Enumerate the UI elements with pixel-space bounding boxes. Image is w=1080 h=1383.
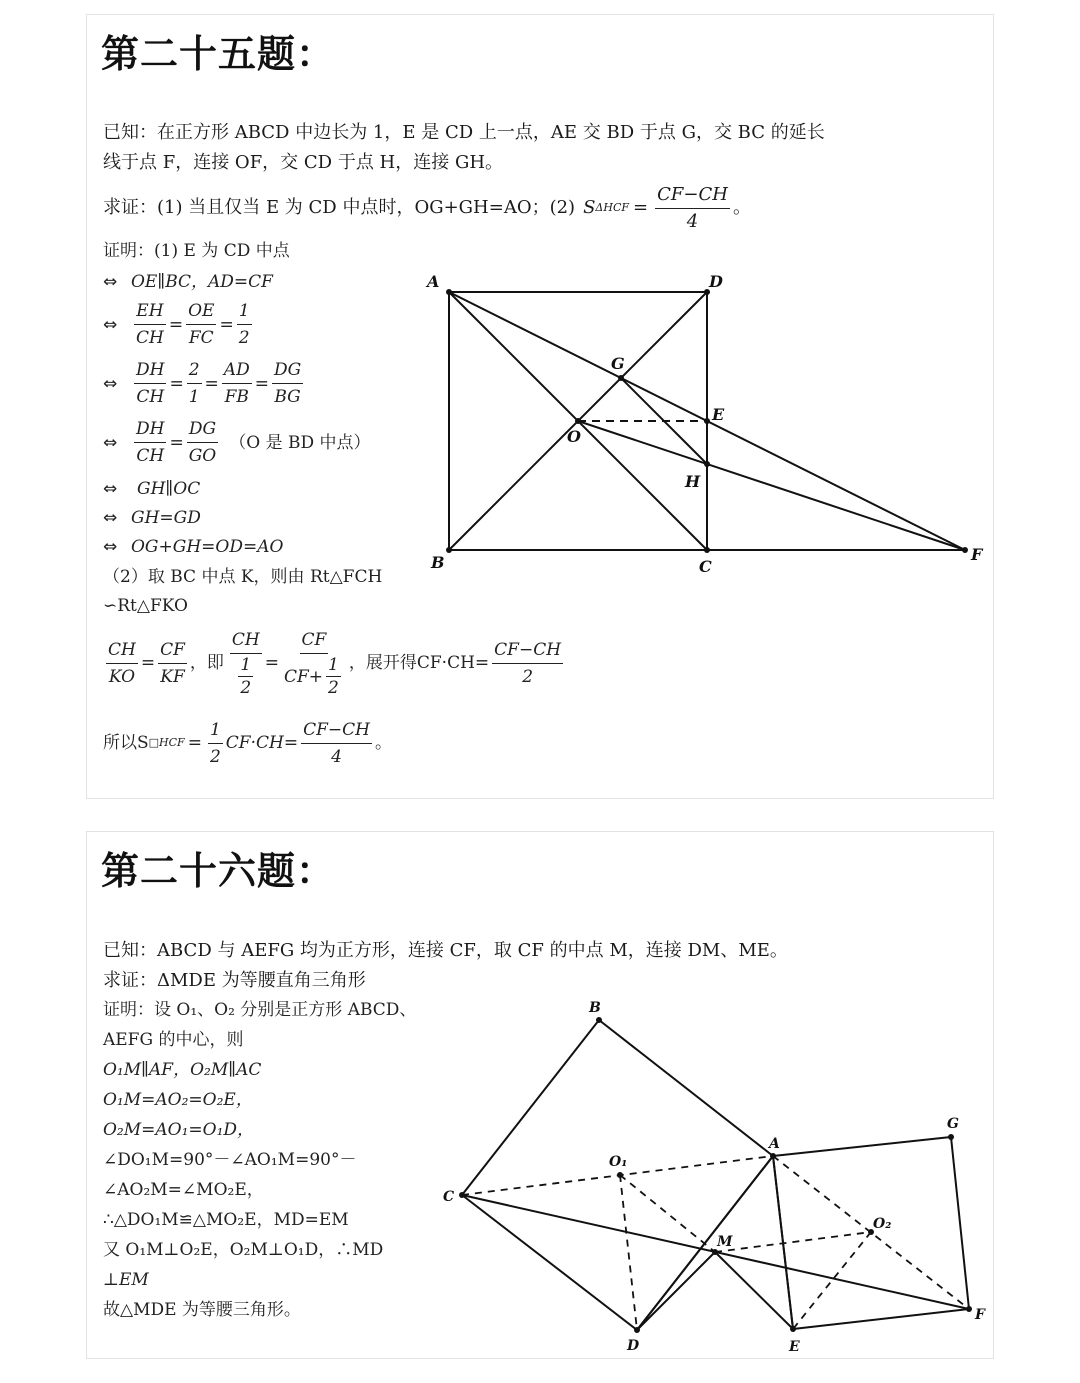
p26-proof-line: 故△MDE 为等腰三角形。 — [103, 1300, 301, 1320]
frac-den: CH — [136, 328, 164, 348]
p25-part2-line1: （2）取 BC 中点 K，则由 Rt△FCH — [103, 567, 383, 587]
frac-num: 1 — [237, 298, 252, 325]
frac-num: CH — [230, 627, 262, 654]
frac-den: FC — [188, 328, 214, 348]
label-F: F — [971, 545, 983, 564]
frac-den: CH — [136, 446, 165, 466]
line-of — [578, 421, 965, 550]
frac-num: 1 — [328, 655, 339, 675]
frac-num: CH — [106, 637, 138, 664]
p26-proof-line: AEFG 的中心，则 — [103, 1030, 244, 1050]
frac-num: CF−CH — [301, 717, 372, 744]
dashed-o1d — [620, 1175, 637, 1330]
p25-prove-prefix: 求证：(1) 当且仅当 E 为 CD 中点时，OG+GH=AO；(2) — [103, 197, 576, 218]
frac-den: KF — [160, 666, 185, 687]
problem-26-card — [86, 831, 994, 1359]
p25-step4-note: （O 是 BD 中点） — [229, 432, 371, 453]
segment-dm — [637, 1252, 715, 1330]
frac-den: CH — [136, 387, 165, 407]
p25-conclusion-mid: CF·CH= — [225, 733, 299, 753]
frac-num: DH — [134, 357, 166, 384]
label-C: C — [699, 557, 712, 576]
frac-den: FB — [224, 387, 249, 407]
p26-proof-line: O₂M=AO₁=O₁D， — [103, 1120, 255, 1140]
frac-num: DG — [272, 357, 303, 384]
label-D: D — [627, 1338, 640, 1354]
p25-geometry-figure — [87, 15, 993, 798]
p25-step7-text: OG+GH=OD=AO — [131, 537, 284, 557]
frac-num: CF — [300, 627, 329, 654]
dashed-o2e — [793, 1232, 871, 1329]
frac-num: CF−CH — [492, 637, 563, 664]
label-C: C — [443, 1189, 455, 1205]
p25-step4: ⇔ $\frac{DH}{CH}$ = $\frac{DG}{GO}$ （O 是 BD 中点） — [103, 416, 371, 469]
frac-den: 2 — [328, 678, 339, 698]
label-H: H — [685, 472, 701, 491]
problem-26-title: 第二十六题： — [101, 849, 336, 893]
frac-num: 1 — [208, 717, 223, 744]
p25-proof-line1: 证明：(1) E 为 CD 中点 — [103, 241, 290, 261]
label-B: B — [431, 553, 445, 572]
frac-den: 2 — [238, 328, 250, 348]
frac-den: 4 — [331, 746, 342, 767]
p25-given-line2: 线于点 F，连接 OF，交 CD 于点 H，连接 GH。 — [103, 152, 504, 173]
segment-me — [715, 1252, 793, 1329]
frac-num: 2 — [187, 357, 202, 384]
p25-conclusion-end: 。 — [374, 733, 392, 753]
dashed-mo2 — [715, 1232, 871, 1252]
label-O1: O₁ — [609, 1154, 628, 1170]
label-A: A — [769, 1136, 780, 1152]
p26-given: 已知：ABCD 与 AEFG 均为正方形，连接 CF，取 CF 的中点 M，连接 DM、ME。 — [103, 940, 788, 961]
p25-prove-eq: = — [633, 197, 649, 218]
p26-proof-line: ⊥EM — [103, 1270, 149, 1290]
iff-arrow-icon: ⇔ — [103, 432, 118, 453]
frac-num: AD — [222, 357, 252, 384]
label-E: E — [789, 1339, 800, 1355]
p25-step3: ⇔ $\frac{DH}{CH}$ = $\frac{2}{1}$ = $\frac{AD}{FB}$ = $\frac{DG}{BG}$ — [103, 357, 306, 410]
frac-den: BG — [274, 387, 301, 407]
p25-prove-S: S — [583, 197, 596, 218]
p25-step5-text: GH∥OC — [137, 479, 201, 499]
label-B: B — [589, 1000, 601, 1016]
p25-ratio-expand: ，展开得CF·CH= — [348, 653, 490, 673]
frac-den: 2 — [209, 746, 221, 767]
frac-num: OE — [186, 298, 216, 325]
frac-den: 2 — [522, 666, 534, 687]
frac-num: 1 — [240, 655, 252, 675]
iff-arrow-icon: ⇔ — [103, 314, 118, 335]
iff-arrow-icon: ⇔ — [103, 373, 118, 394]
problem-25-title: 第二十五题： — [101, 32, 336, 76]
p25-part2-line2: ∽Rt△FKO — [103, 596, 188, 616]
p25-conclusion-eq: = — [187, 733, 202, 753]
p25-prove-S-sub: ΔHCF — [595, 201, 630, 214]
p26-proof-line: O₁M∥AF，O₂M∥AC — [103, 1060, 262, 1080]
label-G: G — [947, 1116, 959, 1132]
p25-prove-end: 。 — [732, 197, 751, 218]
frac-num: DG — [187, 416, 218, 443]
p26-proof-line: ∠AO₂M=∠MO₂E， — [103, 1180, 264, 1200]
p26-proof-line: 证明：设 O₁、O₂ 分别是正方形 ABCD、 — [103, 1000, 417, 1020]
p26-proof-line: ∴△DO₁M≌△MO₂E，MD=EM — [103, 1210, 349, 1230]
label-D: D — [709, 272, 723, 291]
iff-arrow-icon: ⇔ — [103, 479, 118, 499]
label-G: G — [611, 354, 625, 373]
p25-conclusion-sub: □HCF — [148, 736, 185, 749]
frac-num: EH — [134, 298, 165, 325]
frac-num: CF — [158, 637, 187, 664]
p25-prove-frac-den: 4 — [686, 210, 699, 232]
iff-arrow-icon: ⇔ — [103, 537, 118, 557]
label-A: A — [427, 272, 440, 291]
p25-step1-text: OE∥BC，AD=CF — [131, 272, 273, 292]
problem-25-card — [86, 14, 994, 799]
frac-den: GO — [188, 446, 217, 466]
frac-den: 2 — [240, 678, 252, 698]
p25-step2: ⇔ $\frac{EH}{CH}$ = $\frac{OE}{FC}$ = $\frac{1}{2}$ — [103, 298, 255, 351]
frac-num: DH — [134, 416, 166, 443]
p25-ratio-ji: ，即 — [189, 653, 224, 673]
p26-proof-line: 又 O₁M⊥O₂E，O₂M⊥O₁D，∴MD — [103, 1240, 384, 1260]
label-F: F — [975, 1307, 985, 1323]
label-E: E — [712, 405, 725, 424]
frac-den: KO — [108, 666, 136, 687]
frac-den: 1 — [188, 387, 200, 407]
p25-step6-text: GH=GD — [131, 508, 201, 528]
iff-arrow-icon: ⇔ — [103, 508, 118, 528]
p25-conclusion-prefix: 所以S — [103, 733, 149, 753]
label-O: O — [567, 427, 581, 446]
p26-prove: 求证：ΔMDE 为等腰直角三角形 — [103, 970, 366, 991]
p25-prove-frac-num: CF−CH — [655, 182, 730, 209]
iff-arrow-icon: ⇔ — [103, 272, 118, 292]
p25-given-line1: 已知：在正方形 ABCD 中边长为 1，E 是 CD 上一点，AE 交 BD 于点 G，交 BC 的延长 — [103, 122, 825, 143]
p26-proof-line: O₁M=AO₂=O₂E， — [103, 1090, 253, 1110]
p26-geometry-figure — [87, 832, 993, 1358]
label-M: M — [717, 1234, 733, 1250]
frac-den-prefix: CF+ — [284, 666, 324, 687]
p26-proof-line: ∠DO₁M=90°－∠AO₁M=90°－ — [103, 1150, 357, 1170]
p25-ratio-line: $\frac{CH}{KO}$ = $\frac{CF}{KF}$ ，即 $\frac{CH}{\frac{1}{2}}$ = CF CF+ $\frac{1}{2}$ ，展开得CF·CH= $\frac{CF-CH}{2}$ — [103, 623, 566, 703]
label-O2: O₂ — [873, 1216, 892, 1232]
